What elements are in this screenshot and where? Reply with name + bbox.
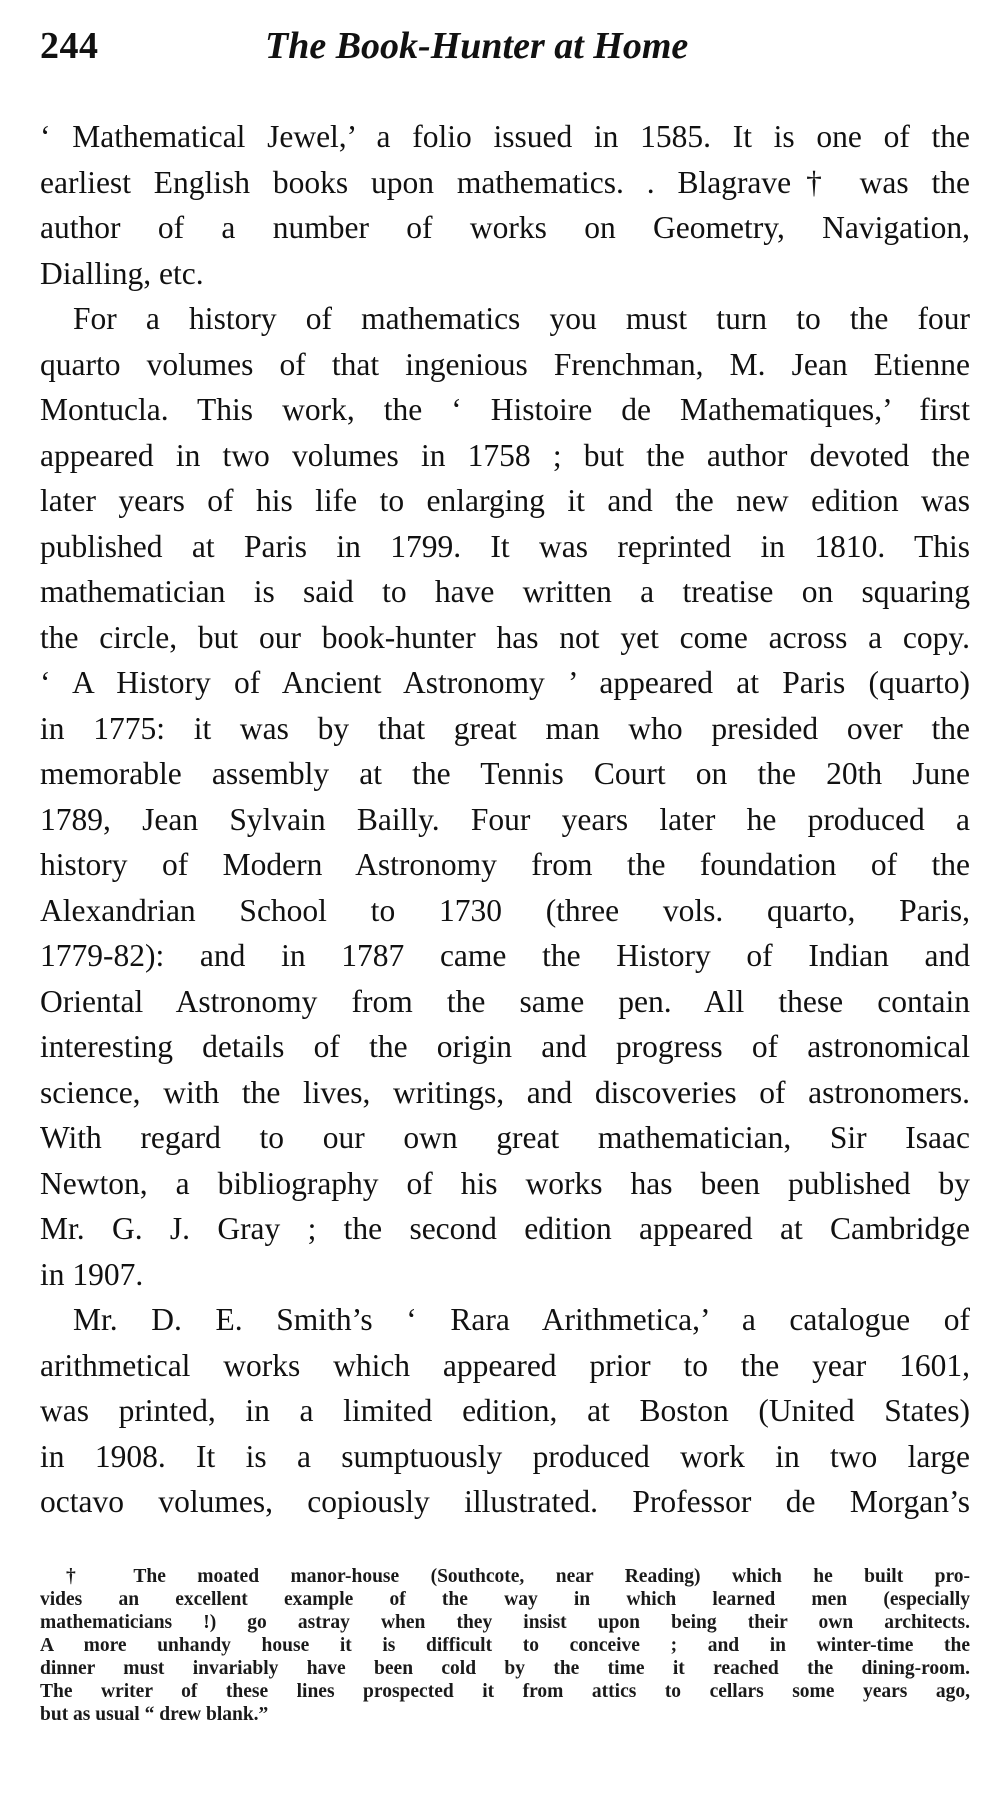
text-line: quarto volumes of that ingenious Frenchman, M. Jean Etienne xyxy=(40,346,970,382)
text-line: author of a number of works on Geometry, Navigation, xyxy=(40,210,970,245)
text-line: Montucla. This work, the ‘ Histoire de Mathematiques,’ first xyxy=(40,392,970,427)
body-text xyxy=(40,114,970,1525)
footnote-line: A more unhandy house it is difficult to conceive ; and in winter-time the xyxy=(40,1635,970,1656)
text-line: in 1775: it was by that great man who presided over the xyxy=(40,710,970,746)
text-line: 1789, Jean Sylvain Bailly. Four years later he produced a xyxy=(40,801,970,837)
text-line: was printed, in a limited edition, at Boston (United States) xyxy=(40,1393,970,1428)
text-line: appeared in two volumes in 1758 ; but the author devoted the xyxy=(40,437,970,473)
running-head xyxy=(40,24,980,84)
text-line: Mr. G. J. Gray ; the second edition appeared at Cambridge xyxy=(40,1211,970,1246)
footnote-line: † The moated manor-house (Southcote, near Reading) which he built pro- xyxy=(66,1566,970,1587)
footnote-line: mathematicians !) go astray when they insist upon being their own architects. xyxy=(40,1612,970,1633)
text-line: Dialling, etc. xyxy=(40,255,204,291)
text-line: Alexandrian School to 1730 (three vols. quarto, Paris, xyxy=(40,892,970,928)
text-line: Newton, a bibliography of his works has been published by xyxy=(40,1165,970,1201)
running-title: The Book-Hunter at Home xyxy=(265,25,689,67)
text-line: interesting details of the origin and progress of astronomical xyxy=(40,1029,970,1064)
footnote-line: but as usual “ drew blank.” xyxy=(40,1704,269,1725)
text-line: earliest English books upon mathematics. . Blagrave† was the xyxy=(40,164,970,200)
footnote xyxy=(40,1565,970,1726)
text-line: Oriental Astronomy from the same pen. All these contain xyxy=(40,983,970,1019)
text-line: 1779-82): and in 1787 came the History of Indian and xyxy=(40,938,970,973)
text-line: ‘ Mathematical Jewel,’ a folio issued in 1585. It is one of the xyxy=(40,119,970,154)
page-number: 244 xyxy=(40,25,99,67)
text-line: octavo volumes, copiously illustrated. Professor de Morgan’s xyxy=(40,1484,970,1519)
text-line: history of Modern Astronomy from the foundation of the xyxy=(40,847,970,882)
text-line: science, with the lives, writings, and discoveries of astronomers. xyxy=(40,1074,970,1110)
text-line: arithmetical works which appeared prior to the year 1601, xyxy=(40,1347,970,1383)
footnote-line: dinner must invariably have been cold by the time it reached the dining-room. xyxy=(40,1658,970,1679)
text-line: in 1907. xyxy=(40,1256,144,1292)
text-line: mathematician is said to have written a treatise on squaring xyxy=(40,574,970,609)
text-line: For a history of mathematics you must turn to the four xyxy=(73,301,970,336)
text-line: in 1908. It is a sumptuously produced work in two large xyxy=(40,1438,970,1474)
footnote-line: vides an excellent example of the way in which learned men (especially xyxy=(40,1589,970,1610)
text-line: memorable assembly at the Tennis Court on the 20th June xyxy=(40,756,970,791)
text-line: With regard to our own great mathematician, Sir Isaac xyxy=(40,1120,970,1155)
text-line: Mr. D. E. Smith’s ‘ Rara Arithmetica,’ a catalogue of xyxy=(73,1302,970,1337)
text-line: ‘ A History of Ancient Astronomy ’ appeared at Paris (quarto) xyxy=(40,665,970,700)
text-line: later years of his life to enlarging it and the new edition was xyxy=(40,483,970,518)
text-line: published at Paris in 1799. It was reprinted in 1810. This xyxy=(40,528,970,564)
footnote-line: The writer of these lines prospected it from attics to cellars some years ago, xyxy=(40,1681,970,1702)
text-line: the circle, but our book-hunter has not yet come across a copy. xyxy=(40,619,970,655)
